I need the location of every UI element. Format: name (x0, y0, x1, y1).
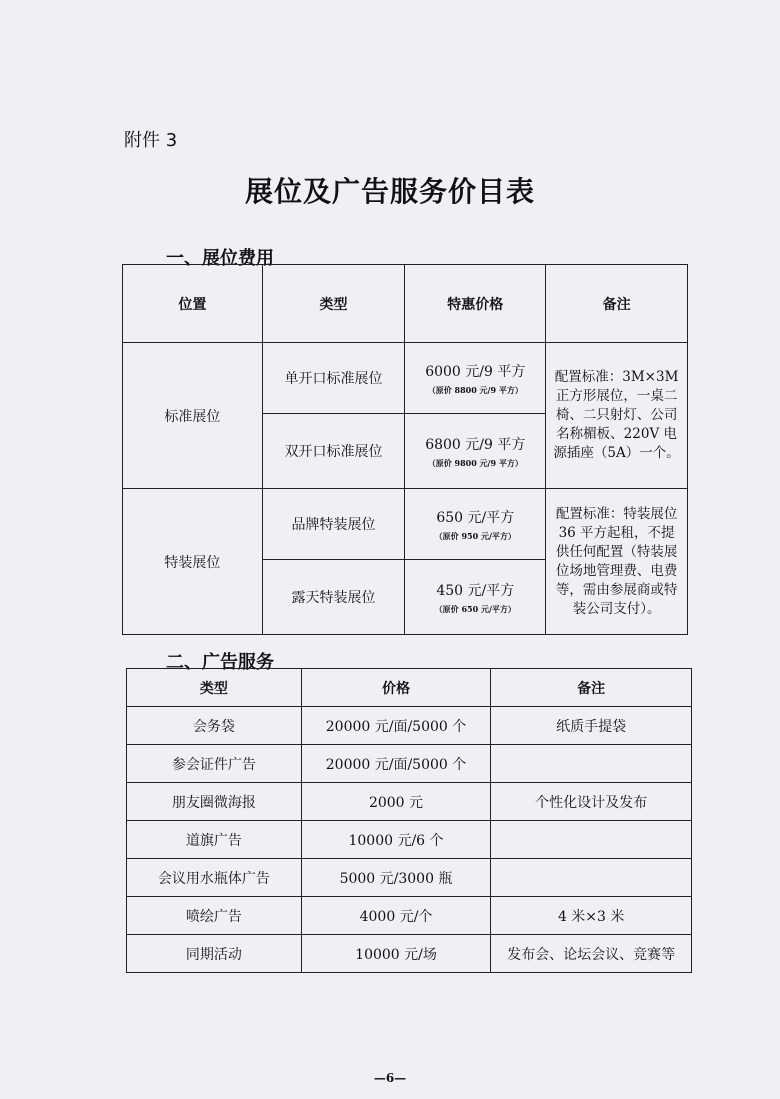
table-row (127, 859, 692, 897)
ad-price: 20000 元/面/5000 个 (301, 745, 491, 783)
booth-type: 单开口标准展位 (262, 343, 405, 414)
ad-type: 会务袋 (127, 707, 302, 745)
ad-note (491, 821, 692, 859)
header-special-price: 特惠价格 (405, 265, 546, 343)
ad-price: 20000 元/面/5000 个 (301, 707, 491, 745)
booth-header-row (123, 265, 688, 343)
table-row (123, 489, 688, 560)
table-row (127, 745, 692, 783)
header-remarks: 备注 (546, 265, 688, 343)
original-price: （原价 9800 元/9 平方） (427, 457, 523, 468)
ad-type: 道旗广告 (127, 821, 302, 859)
special-price: 6000 元/9 平方 (425, 363, 526, 380)
ad-price: 10000 元/6 个 (301, 821, 491, 859)
ad-price: 4000 元/个 (301, 897, 491, 935)
ad-type: 会议用水瓶体广告 (127, 859, 302, 897)
header-ad-price: 价格 (301, 669, 491, 707)
booth-price (405, 414, 546, 489)
ad-note: 发布会、论坛会议、竞赛等 (491, 935, 692, 973)
booth-price (405, 560, 546, 635)
ad-note: 纸质手提袋 (491, 707, 692, 745)
table-row (127, 897, 692, 935)
advertising-table (126, 668, 692, 973)
special-price: 450 元/平方 (436, 582, 515, 599)
original-price: （原价 650 元/平方） (434, 603, 516, 614)
ad-price: 5000 元/3000 瓶 (301, 859, 491, 897)
special-price: 6800 元/9 平方 (425, 436, 526, 453)
table-row (127, 707, 692, 745)
ad-note (491, 859, 692, 897)
booth-price (405, 343, 546, 414)
ad-note (491, 745, 692, 783)
table-row (123, 343, 688, 414)
document-title: 展位及广告服务价目表 (244, 175, 535, 208)
ad-type: 同期活动 (127, 935, 302, 973)
booth-type: 品牌特装展位 (262, 489, 405, 560)
section2-heading: 二、广告服务 (166, 652, 274, 673)
header-type: 类型 (262, 265, 405, 343)
ad-note: 4 米×3 米 (491, 897, 692, 935)
location-special: 特装展位 (123, 489, 263, 635)
ad-note: 个性化设计及发布 (491, 783, 692, 821)
header-ad-type: 类型 (127, 669, 302, 707)
ad-type: 喷绘广告 (127, 897, 302, 935)
original-price: （原价 950 元/平方） (434, 530, 516, 541)
ad-type: 参会证件广告 (127, 745, 302, 783)
booth-price (405, 489, 546, 560)
table-row (127, 783, 692, 821)
ad-type: 朋友圈微海报 (127, 783, 302, 821)
header-ad-remarks: 备注 (491, 669, 692, 707)
ad-price: 10000 元/场 (301, 935, 491, 973)
booth-type: 双开口标准展位 (262, 414, 405, 489)
original-price: （原价 8800 元/9 平方） (427, 384, 523, 395)
table-row (127, 821, 692, 859)
page-number: —6— (373, 1071, 407, 1085)
section1-heading: 一、展位费用 (166, 248, 274, 269)
booth-fee-table (122, 264, 688, 635)
attachment-label: 附件 3 (124, 130, 178, 151)
header-location: 位置 (123, 265, 263, 343)
special-price: 650 元/平方 (436, 509, 515, 526)
ad-header-row (127, 669, 692, 707)
ad-price: 2000 元 (301, 783, 491, 821)
standard-booth-note: 配置标准：3M×3M正方形展位，一桌二椅、二只射灯、公司名称楣板、220V 电源插座（5A）一个。 (546, 343, 688, 489)
location-standard: 标准展位 (123, 343, 263, 489)
booth-type: 露天特装展位 (262, 560, 405, 635)
table-row (127, 935, 692, 973)
special-booth-note: 配置标准：特装展位 36 平方起租，不提供任何配置（特装展位场地管理费、电费等，需由参展商或特装公司支付）。 (546, 489, 688, 635)
